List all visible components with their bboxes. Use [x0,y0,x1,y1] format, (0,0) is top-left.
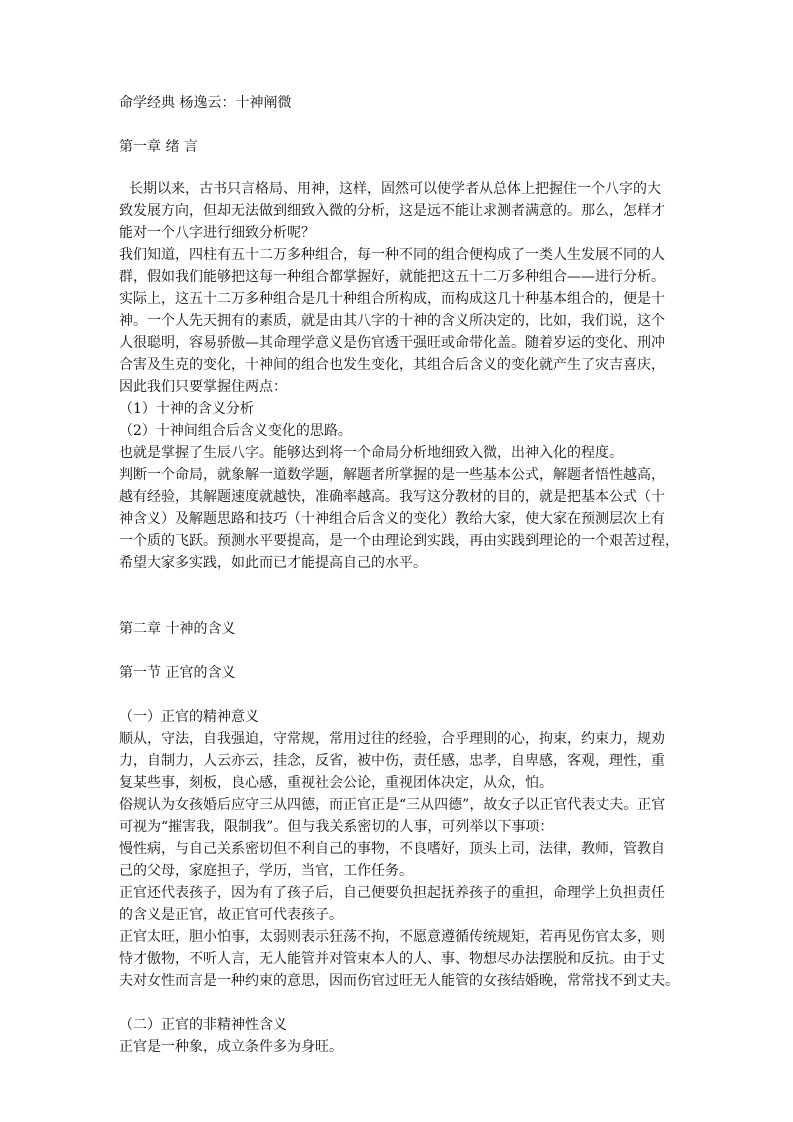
paragraph-line: 实际上，这五十二万多种组合是几十种组合所构成，而构成这几十种基本组合的，便是十 [119,291,665,307]
paragraph-line: 慢性病，与自己关系密切但不利自己的事物，不良嗜好，顶头上司，法律，教师，管教自 [119,841,665,857]
paragraph-line: 可视为“摧害我，限制我”。但与我关系密切的人事，可列举以下事项： [119,819,554,835]
paragraph-line: 希望大家多实践，如此而已才能提高自己的水平。 [119,555,427,571]
paragraph-line: 复某些事，刻板，良心感，重视社会公论，重视团体决定，从众，怕。 [119,775,553,791]
paragraph-line: 我们知道，四柱有五十二万多种组合，每一种不同的组合便构成了一类人生发展不同的人 [119,247,665,263]
paragraph-line: 致发展方向，但却无法做到细致入微的分析，这是远不能让求测者满意的。那么，怎样才 [119,203,665,219]
paragraph-line: 判断一个命局，就象解一道数学题，解题者所掌握的是一些基本公式，解题者悟性越高， [119,467,665,483]
paragraph-line: 夫对女性而言是一种约束的意思，因而伤官过旺无人能管的女孩结婚晚，常常找不到丈夫。 [119,973,679,989]
list-item: （2）十神间组合后含义变化的思路。 [119,423,352,439]
paragraph-line: 神含义）及解题思路和技巧（十神组合后含义的变化）教给大家，使大家在预测层次上有 [119,511,665,527]
subsection-1-body [119,728,679,992]
paragraph-line: 顺从，守法，自我强迫，守常规，常用过往的经验，合乎理則的心，拘束，约束力，规劝 [119,731,665,747]
paragraph-line: 越有经验，其解题速度就越快，准确率越高。我写这分教材的目的，就是把基本公式（十 [119,489,665,505]
paragraph-line: 能对一个八字进行细致分析呢？ [119,225,315,241]
document-title: 命学经典 杨逸云：十神阐微 [119,95,292,111]
paragraph-line: 正官还代表孩子，因为有了孩子后，自己便要负担起抚养孩子的重担，命理学上负担责任 [119,885,665,901]
paragraph-line: 群，假如我们能够把这每一种组合都掌握好，就能把这五十二万多种组合——进行分析。 [119,269,665,285]
paragraph-line: 己的父母，家庭担子，学历，当官，工作任务。 [119,863,413,879]
paragraph-line: 神。一个人先天拥有的素质，就是由其八字的十神的含义所决定的，比如，我们说，这个 [119,313,665,329]
section-1-heading: 第一节 正官的含义 [119,665,236,681]
paragraph-line: 人很聪明，容易骄傲—其命理学意义是伤官透干强旺或命带化盖。随着岁运的变化、刑冲 [119,335,665,351]
paragraph-line: 合害及生克的变化，十神间的组合也发生变化，其组合后含义的变化就产生了灾吉喜庆， [119,357,665,373]
paragraph-line: 也就是掌握了生辰八字。能够达到将一个命局分析地细致入微，出神入化的程度。 [119,445,623,461]
chapter-1-body [119,178,679,574]
paragraph-line: 长期以来，古书只言格局、用神，这样，固然可以使学者从总体上把握住一个八字的大 [129,181,661,197]
paragraph-line: 俗规认为女孩婚后应守三从四德，而正官正是“三从四德”，故女子以正官代表丈夫。正官 [119,797,666,813]
paragraph-line: 恃才傲物，不听人言，无人能管并对管束本人的人、事、物想尽办法摆脱和反抗。由于丈 [119,951,665,967]
subsection-1-heading: （一）正官的精神意义 [119,709,259,725]
paragraph-line: 一个质的飞跃。预测水平要提高，是一个由理论到实践，再由实践到理论的一个艰苦过程， [119,533,679,549]
paragraph-line: 的含义是正官，故正官可代表孩子。 [119,907,343,923]
list-item: （1）十神的含义分析 [119,401,254,417]
paragraph-line: 正官太旺，胆小怕事，太弱则表示狂荡不拘，不愿意遵循传统规矩，若再见伤官太多，则 [119,929,665,945]
paragraph-line: 正官是一种象，成立条件多为身旺。 [119,1039,343,1055]
subsection-2-heading: （二）正官的非精神性含义 [119,1017,287,1033]
chapter-1-heading: 第一章 绪 言 [119,139,198,155]
paragraph-line: 因此我们只要掌握住两点： [119,379,287,395]
document-page [119,92,679,1058]
chapter-2-heading: 第二章 十神的含义 [119,621,236,637]
paragraph-line: 力，自制力，人云亦云，挂念，反省，被中伤，责任感，忠孝，自卑感，客观，理性，重 [119,753,665,769]
